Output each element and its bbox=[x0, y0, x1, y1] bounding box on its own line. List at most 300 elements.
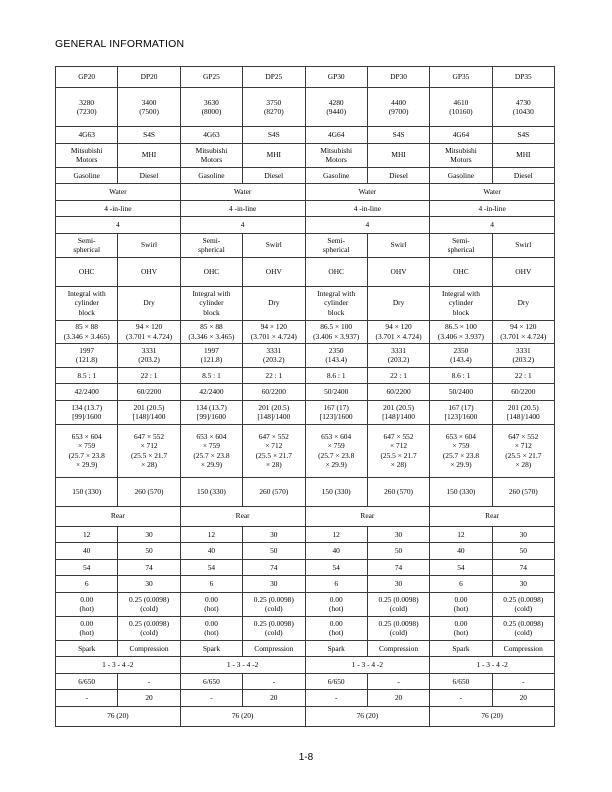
model-header-gp35: GP35 bbox=[430, 67, 492, 88]
bore-and-stroke-cell bbox=[430, 320, 492, 343]
cell-line: S4S bbox=[517, 130, 530, 140]
cell-line: Spark bbox=[452, 643, 470, 653]
cell-line: 0.00 bbox=[204, 594, 218, 604]
cell-line: MHI bbox=[266, 150, 281, 160]
displacement-cell bbox=[430, 343, 492, 367]
starter-spec-1-cell bbox=[305, 526, 367, 543]
cell-line: (7500) bbox=[139, 107, 159, 116]
injection-timing-cell bbox=[305, 690, 367, 707]
injection-timing-cell bbox=[56, 690, 118, 707]
cell-line: 0.25 (0.0098) bbox=[253, 618, 294, 628]
fuel-tank-capacity-cell bbox=[180, 706, 305, 726]
cell-line: 30 bbox=[394, 529, 403, 539]
cell-line: × 759 bbox=[452, 441, 470, 451]
cell-line: Spark bbox=[78, 643, 96, 653]
cell-line: Spark bbox=[327, 643, 345, 653]
engine-dimensions-cell bbox=[492, 424, 554, 477]
machine-weight-cell bbox=[180, 88, 242, 127]
cell-line: 8.5 : 1 bbox=[202, 370, 221, 380]
cylinder-liner-cell bbox=[180, 286, 242, 320]
displacement-cell bbox=[492, 343, 554, 367]
cell-line: 60/2200 bbox=[136, 387, 162, 397]
cell-line: (25.7 × 23.8 bbox=[442, 450, 480, 460]
ignition-type-cell bbox=[492, 640, 554, 657]
cell-line: 60/2200 bbox=[386, 387, 411, 397]
cell-line: 260 (570) bbox=[259, 486, 289, 496]
firing-order-cell bbox=[430, 657, 555, 674]
cell-line: Rear bbox=[235, 511, 250, 521]
cell-line: × 712 bbox=[390, 441, 408, 451]
cell-line: Motors bbox=[200, 155, 223, 164]
engine-maker-cell bbox=[430, 143, 492, 167]
cell-line: 647 × 552 bbox=[508, 432, 539, 442]
ignition-type-cell bbox=[118, 640, 180, 657]
cell-line: × 28) bbox=[515, 459, 532, 469]
table-row bbox=[56, 286, 555, 320]
cell-line: (3.346 × 3.465) bbox=[188, 331, 235, 341]
cell-line: 30 bbox=[519, 579, 527, 589]
table-row bbox=[56, 343, 555, 367]
maximum-torque-cell bbox=[492, 400, 554, 424]
table-row bbox=[56, 200, 555, 217]
cell-line: 0.00 bbox=[329, 594, 343, 604]
cell-line: 6 bbox=[84, 579, 89, 589]
cell-line: 20 bbox=[519, 693, 527, 703]
cell-line: 86.5 × 100 bbox=[444, 322, 477, 332]
maximum-torque-cell bbox=[305, 400, 367, 424]
cell-line: 150 (330) bbox=[321, 486, 351, 496]
model-header-dp20: DP20 bbox=[118, 67, 180, 88]
cell-line: 22 : 1 bbox=[390, 370, 407, 380]
cell-line: OHC bbox=[203, 266, 220, 276]
cell-line: 22 : 1 bbox=[140, 370, 158, 380]
rated-output-cell bbox=[56, 384, 118, 401]
cell-line: 6 bbox=[209, 579, 214, 589]
cell-line: 653 × 604 bbox=[321, 432, 352, 442]
table-row bbox=[56, 673, 555, 690]
starter-spec-4-cell bbox=[305, 576, 367, 593]
fuel-tank-capacity-cell bbox=[56, 706, 181, 726]
cell-line: 12 bbox=[457, 529, 465, 539]
starter-spec-2-cell bbox=[56, 543, 118, 560]
cell-line: 167 (17) bbox=[323, 402, 349, 412]
compression-ratio-cell bbox=[180, 367, 242, 384]
cell-line: 12 bbox=[207, 529, 216, 539]
starter-spec-4-cell bbox=[430, 576, 492, 593]
cell-line: (10160) bbox=[449, 107, 473, 116]
table-row bbox=[56, 690, 555, 707]
cell-line: 50/2400 bbox=[324, 387, 349, 397]
cell-line: 4G63 bbox=[203, 130, 220, 140]
exhaust-valve-clearance-cell bbox=[180, 616, 242, 640]
compression-ratio-cell bbox=[56, 367, 118, 384]
cell-line: Swirl bbox=[515, 240, 532, 250]
injection-timing-cell bbox=[492, 690, 554, 707]
engine-maker-cell bbox=[367, 143, 429, 167]
cell-line: OHC bbox=[78, 266, 95, 276]
cylinder-liner-cell bbox=[305, 286, 367, 320]
cell-line: - bbox=[210, 693, 213, 703]
cell-line: Spark bbox=[202, 643, 221, 653]
cell-line: (hot) bbox=[329, 628, 344, 637]
rated-output-cell bbox=[118, 384, 180, 401]
ignition-type-cell bbox=[367, 640, 429, 657]
cell-line: 76 (20) bbox=[481, 711, 503, 721]
cell-line: 201 (20.5) bbox=[258, 402, 290, 412]
cell-line: 6 bbox=[334, 579, 339, 589]
cell-line: (203.2) bbox=[512, 355, 535, 364]
number-of-cylinders-cell bbox=[56, 217, 181, 234]
rated-output-cell bbox=[367, 384, 429, 401]
cell-line: - bbox=[272, 676, 276, 686]
cell-line: (cold) bbox=[514, 628, 533, 637]
flywheel-position-cell bbox=[180, 506, 305, 526]
starter-spec-3-cell bbox=[430, 559, 492, 576]
cell-line: (121.8) bbox=[75, 355, 98, 364]
cell-line: 12 bbox=[332, 529, 340, 539]
cell-line: - bbox=[522, 676, 525, 686]
cell-line: (cold) bbox=[140, 604, 158, 613]
cell-line: Diesel bbox=[264, 170, 284, 180]
engine-weight-cell bbox=[305, 477, 367, 506]
intake-valve-clearance-cell bbox=[430, 592, 492, 616]
ignition-timing-cell bbox=[180, 673, 242, 690]
cell-line: 8.6 : 1 bbox=[451, 370, 471, 380]
cell-line: Integral with bbox=[192, 289, 231, 299]
engine-dimensions-cell bbox=[56, 424, 118, 477]
ignition-type-cell bbox=[180, 640, 242, 657]
cell-line: 50 bbox=[145, 546, 153, 556]
table-row bbox=[56, 217, 555, 234]
cell-line: spherical bbox=[322, 245, 350, 254]
cell-line: 0.00 bbox=[80, 594, 94, 604]
cell-line: [148]/1400 bbox=[132, 412, 166, 421]
fuel-type-cell bbox=[56, 167, 118, 184]
valve-mechanism-cell bbox=[243, 257, 305, 286]
firing-order-cell bbox=[56, 657, 181, 674]
cell-line: MHI bbox=[141, 150, 157, 160]
cell-line: 260 (570) bbox=[134, 486, 164, 496]
cell-line: × 28) bbox=[265, 459, 282, 469]
injection-timing-cell bbox=[118, 690, 180, 707]
starter-spec-1-cell bbox=[56, 526, 118, 543]
cell-line: 150 (330) bbox=[446, 486, 476, 496]
fuel-type-cell bbox=[118, 167, 180, 184]
cell-line: × 28) bbox=[141, 459, 157, 469]
fuel-type-cell bbox=[430, 167, 492, 184]
cell-line: Compression bbox=[379, 643, 419, 653]
fuel-tank-capacity-cell bbox=[305, 706, 430, 726]
cell-line: (25.7 × 23.8 bbox=[68, 450, 105, 460]
cell-line: 42/2400 bbox=[199, 387, 224, 397]
cell-line: 647 × 552 bbox=[258, 432, 289, 442]
ignition-timing-cell bbox=[430, 673, 492, 690]
cell-line: 260 (570) bbox=[508, 486, 538, 496]
exhaust-valve-clearance-cell bbox=[118, 616, 180, 640]
cell-line: 6/650 bbox=[203, 676, 220, 686]
cell-line: Mitsubishi bbox=[320, 145, 352, 155]
cell-line: S4S bbox=[143, 130, 156, 140]
starter-spec-2-cell bbox=[118, 543, 180, 560]
cell-line: 150 (330) bbox=[72, 486, 102, 496]
cell-line: × 29.9) bbox=[325, 459, 347, 469]
cell-line: Gasoline bbox=[73, 170, 100, 180]
engine-maker-cell bbox=[118, 143, 180, 167]
engine-model-cell bbox=[243, 127, 305, 144]
cell-line: 4G63 bbox=[78, 130, 95, 140]
cell-line: 4 bbox=[365, 220, 370, 230]
cylinder-arrangement-cell bbox=[180, 200, 305, 217]
table-row bbox=[56, 706, 555, 726]
table-row bbox=[56, 543, 555, 560]
cell-line: Water bbox=[483, 187, 501, 197]
cell-line: cylinder bbox=[74, 298, 99, 308]
page-number: 1-8 bbox=[298, 752, 314, 763]
starter-spec-3-cell bbox=[367, 559, 429, 576]
cell-line: Integral with bbox=[67, 289, 106, 299]
cell-line: 1997 bbox=[204, 345, 219, 355]
cell-line: 50 bbox=[519, 546, 527, 556]
cell-line: Semi- bbox=[202, 235, 221, 245]
maximum-torque-cell bbox=[118, 400, 180, 424]
cooling-system-cell bbox=[305, 184, 430, 201]
starter-spec-4-cell bbox=[180, 576, 242, 593]
table-row bbox=[56, 506, 555, 526]
cell-line: 94 × 120 bbox=[510, 322, 537, 332]
cell-line: spherical bbox=[198, 245, 225, 254]
engine-model-cell bbox=[56, 127, 118, 144]
cell-line: × 712 bbox=[140, 441, 158, 451]
ignition-type-cell bbox=[305, 640, 367, 657]
cell-line: 30 bbox=[145, 529, 153, 539]
cell-line: 30 bbox=[270, 579, 278, 589]
cell-line: OHV bbox=[141, 266, 158, 276]
cell-line: 3331 bbox=[391, 345, 406, 355]
table-row bbox=[56, 657, 555, 674]
bore-and-stroke-cell bbox=[118, 320, 180, 343]
cell-line: 54 bbox=[457, 562, 465, 572]
cell-line: 74 bbox=[145, 562, 153, 572]
machine-weight-cell bbox=[430, 88, 492, 127]
table-row bbox=[56, 592, 555, 616]
cell-line: (121.8) bbox=[200, 355, 223, 364]
cell-line: 134 (13.7) bbox=[71, 402, 103, 412]
cell-line: (3.701 × 4.724) bbox=[126, 331, 173, 341]
cell-line: 30 bbox=[270, 529, 278, 539]
engine-weight-cell bbox=[56, 477, 118, 506]
exhaust-valve-clearance-cell bbox=[492, 616, 554, 640]
maximum-torque-cell bbox=[180, 400, 242, 424]
cell-line: (25.7 × 23.8 bbox=[193, 450, 230, 460]
compression-ratio-cell bbox=[305, 367, 367, 384]
displacement-cell bbox=[243, 343, 305, 367]
engine-model-cell bbox=[118, 127, 180, 144]
cell-line: Integral with bbox=[441, 289, 480, 299]
injection-timing-cell bbox=[430, 690, 492, 707]
cell-line: 6 bbox=[459, 579, 463, 589]
engine-maker-cell bbox=[56, 143, 118, 167]
cell-line: (203.2) bbox=[387, 355, 410, 364]
cell-line: Semi- bbox=[77, 235, 96, 245]
cell-line: 4730 bbox=[515, 97, 531, 107]
cell-line: (3.346 × 3.465) bbox=[63, 331, 110, 341]
bore-and-stroke-cell bbox=[305, 320, 367, 343]
cell-line: [123]/1600 bbox=[319, 412, 353, 421]
cell-line: Swirl bbox=[141, 240, 158, 250]
cylinder-arrangement-cell bbox=[430, 200, 555, 217]
table-row bbox=[56, 184, 555, 201]
starter-spec-1-cell bbox=[367, 526, 429, 543]
table-row bbox=[56, 559, 555, 576]
intake-valve-clearance-cell bbox=[56, 592, 118, 616]
cell-line: MHI bbox=[391, 150, 406, 160]
cell-line: 86.5 × 100 bbox=[320, 322, 353, 332]
cell-line: 6/650 bbox=[78, 676, 96, 686]
cylinder-liner-cell bbox=[118, 286, 180, 320]
cell-line: 6/650 bbox=[327, 676, 345, 686]
cell-line: 3280 bbox=[79, 97, 95, 107]
rated-output-cell bbox=[305, 384, 367, 401]
cell-line: × 759 bbox=[327, 441, 345, 451]
ignition-type-cell bbox=[430, 640, 492, 657]
cell-line: 94 × 120 bbox=[135, 322, 163, 332]
ignition-timing-cell bbox=[367, 673, 429, 690]
cell-line: 6/650 bbox=[452, 676, 470, 686]
cell-line: 0.00 bbox=[329, 618, 343, 628]
cell-line: Diesel bbox=[139, 170, 159, 180]
engine-maker-cell bbox=[243, 143, 305, 167]
cell-line: 0.25 (0.0098) bbox=[129, 594, 170, 604]
cell-line: - bbox=[85, 693, 88, 703]
table-row bbox=[56, 367, 555, 384]
cell-line: 60/2200 bbox=[511, 387, 536, 397]
cell-line: 8.6 : 1 bbox=[326, 370, 346, 380]
cell-line: 653 × 604 bbox=[445, 432, 476, 442]
cell-line: 94 × 120 bbox=[260, 322, 287, 332]
starter-spec-3-cell bbox=[56, 559, 118, 576]
cylinder-liner-cell bbox=[367, 286, 429, 320]
cell-line: (cold) bbox=[514, 604, 533, 613]
table-row bbox=[56, 257, 555, 286]
model-header-gp30: GP30 bbox=[305, 67, 367, 88]
cell-line: 4280 bbox=[328, 97, 344, 107]
cell-line: 0.25 (0.0098) bbox=[503, 618, 544, 628]
cell-line: Water bbox=[358, 187, 377, 197]
starter-spec-2-cell bbox=[492, 543, 554, 560]
number-of-cylinders-cell bbox=[430, 217, 555, 234]
cell-line: (cold) bbox=[264, 628, 283, 637]
starter-spec-4-cell bbox=[492, 576, 554, 593]
starter-spec-4-cell bbox=[118, 576, 180, 593]
machine-weight-cell bbox=[243, 88, 305, 127]
firing-order-cell bbox=[180, 657, 305, 674]
cell-line: 85 × 88 bbox=[75, 322, 99, 332]
cylinder-arrangement-cell bbox=[305, 200, 430, 217]
maximum-torque-cell bbox=[430, 400, 492, 424]
fuel-type-cell bbox=[305, 167, 367, 184]
engine-model-cell bbox=[492, 127, 554, 144]
cell-line: 4610 bbox=[453, 97, 469, 107]
cell-line: Rear bbox=[360, 511, 375, 521]
cell-line: (9440) bbox=[326, 107, 347, 116]
cell-line: 3630 bbox=[204, 97, 219, 107]
cell-line: (8000) bbox=[201, 107, 222, 116]
cell-line: Water bbox=[233, 187, 252, 197]
engine-dimensions-cell bbox=[243, 424, 305, 477]
cell-line: [148]/1400 bbox=[257, 412, 291, 421]
displacement-cell bbox=[367, 343, 429, 367]
engine-maker-cell bbox=[492, 143, 554, 167]
cell-line: Gasoline bbox=[198, 170, 225, 180]
cell-line: Mitsubishi bbox=[445, 145, 477, 155]
ignition-timing-cell bbox=[118, 673, 180, 690]
cell-line: 54 bbox=[332, 562, 340, 572]
cell-line: × 29.9) bbox=[450, 459, 472, 469]
bore-and-stroke-cell bbox=[367, 320, 429, 343]
cell-line: (203.2) bbox=[138, 355, 160, 364]
engine-weight-cell bbox=[430, 477, 492, 506]
cell-line: 134 (13.7) bbox=[196, 402, 227, 412]
table-row bbox=[56, 477, 555, 506]
starter-spec-3-cell bbox=[243, 559, 305, 576]
cell-line: 1 - 3 - 4 -2 bbox=[226, 660, 259, 670]
cell-line: 4 -in-line bbox=[478, 203, 506, 213]
cell-line: 3331 bbox=[141, 345, 157, 355]
cell-line: 3400 bbox=[141, 97, 157, 107]
cell-line: 647 × 552 bbox=[134, 432, 165, 442]
fuel-type-cell bbox=[243, 167, 305, 184]
cell-line: Compression bbox=[503, 643, 543, 653]
cell-line: 4 -in-line bbox=[104, 203, 132, 213]
cell-line: 4 bbox=[240, 220, 245, 230]
cell-line: Gasoline bbox=[447, 170, 475, 180]
cell-line: cylinder bbox=[199, 298, 224, 308]
cell-line: block bbox=[78, 307, 95, 317]
fuel-type-cell bbox=[492, 167, 554, 184]
cell-line: 1 - 3 - 4 -2 bbox=[102, 660, 134, 670]
cell-line: 50 bbox=[270, 546, 278, 556]
intake-valve-clearance-cell bbox=[180, 592, 242, 616]
ignition-type-cell bbox=[243, 640, 305, 657]
cell-line: 2350 bbox=[453, 345, 469, 355]
valve-mechanism-cell bbox=[492, 257, 554, 286]
engine-weight-cell bbox=[367, 477, 429, 506]
cell-line: (25.7 × 23.8 bbox=[318, 450, 355, 460]
cell-line: 50 bbox=[394, 546, 403, 556]
exhaust-valve-clearance-cell bbox=[305, 616, 367, 640]
cell-line: 30 bbox=[519, 529, 527, 539]
valve-mechanism-cell bbox=[305, 257, 367, 286]
cell-line: Semi- bbox=[327, 235, 346, 245]
exhaust-valve-clearance-cell bbox=[367, 616, 429, 640]
cell-line: 74 bbox=[270, 562, 278, 572]
number-of-cylinders-cell bbox=[305, 217, 430, 234]
combustion-chamber-cell bbox=[56, 233, 118, 257]
cell-line: 40 bbox=[457, 546, 465, 556]
cell-line: 76 (20) bbox=[356, 711, 379, 721]
cell-line: 60/2200 bbox=[261, 387, 286, 397]
valve-mechanism-cell bbox=[56, 257, 118, 286]
compression-ratio-cell bbox=[367, 367, 429, 384]
cell-line: (cold) bbox=[264, 604, 283, 613]
model-header-dp25: DP25 bbox=[243, 67, 305, 88]
cell-line: Diesel bbox=[389, 170, 408, 180]
cell-line: 0.25 (0.0098) bbox=[378, 594, 419, 604]
displacement-cell bbox=[305, 343, 367, 367]
compression-ratio-cell bbox=[243, 367, 305, 384]
cell-line: 260 (570) bbox=[384, 486, 414, 496]
cell-line: (cold) bbox=[389, 604, 408, 613]
